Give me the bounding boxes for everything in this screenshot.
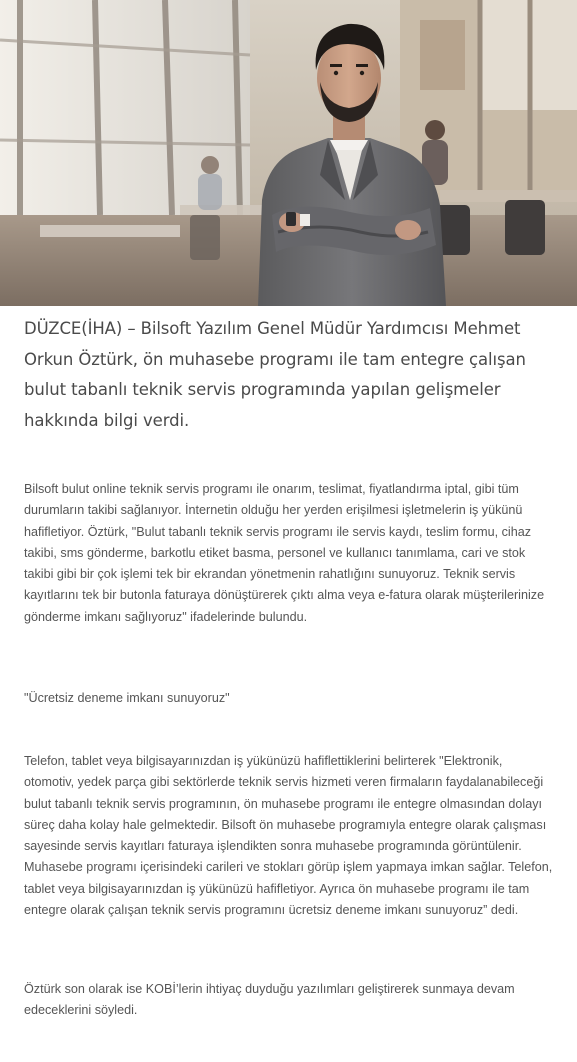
article-paragraph-1: Bilsoft bulut online teknik servis programı ile onarım, teslimat, fiyatlandırma iptal, gibi tüm durumların takibi sağlanıyor. İnternetin olduğu her yerden erişilmesi işletmelerin iş yükünü hafifletiyor. Öztürk, "Bulut tabanlı teknik servis programı ile servis kaydı, teslim formu, cihaz takibi, sms gönderme, barkotlu etiket basma, personel ve kullanıcı tanımlama, cari ve stok takibi gibi bir çok işlemi tek bir ekrandan yönetmenin rahatlığını sunuyoruz. Teknik servis kayıtlarını tek bir butonla faturaya dönüştürerek çıktı alma veya e-fatura olarak müşterilerinize gönderme imkanı sağlıyoruz" ifadelerinde bulundu. bbox=[24, 482, 545, 624]
article-lead: DÜZCE(İHA) – Bilsoft Yazılım Genel Müdür Yardımcısı Mehmet Orkun Öztürk, ön muhasebe programı ile tam entegre çalışan bulut tabanlı teknik servis programında yapılan gelişmeler hakkında bilgi verdi. bbox=[24, 319, 526, 430]
article-paragraph-3: Öztürk son olarak ise KOBİ’lerin ihtiyaç duyduğu yazılımları geliştirerek sunmaya devam edeceklerini söyledi. bbox=[24, 982, 515, 1018]
article-paragraph-2: Telefon, tablet veya bilgisayarınızdan iş yükünüzü hafiflettiklerini belirterek "Elektronik, otomotiv, yedek parça gibi sektörlerde teknik servis hizmeti veren firmaların faydalanabileceği bulut tabanlı teknik servis programının, ön muhasebe programı ile entegre olmasından dolayı süreç daha kolay hale gelmektedir. Bilsoft ön muhasebe programıyla entegre olarak çalışması sayesinde servis kayıtları faturaya işlendikten sonra muhasebe programında görüntülenir. Muhasebe programı içerisindeki carileri ve stokları görüp işlem yapmaya imkan sağlar. Telefon, tablet veya bilgisayarınızdan iş yükünüzü hafifletiyor. Ayrıca ön muhasebe programı ile tam entegre olarak çalışan teknik servis programını ücretsiz deneme imkanı sunuyoruz” dedi. bbox=[24, 754, 553, 918]
office-photo-illustration bbox=[0, 0, 577, 306]
article-subheading: "Ücretsiz deneme imkanı sunuyoruz" bbox=[24, 691, 230, 705]
article-photo bbox=[0, 0, 577, 306]
